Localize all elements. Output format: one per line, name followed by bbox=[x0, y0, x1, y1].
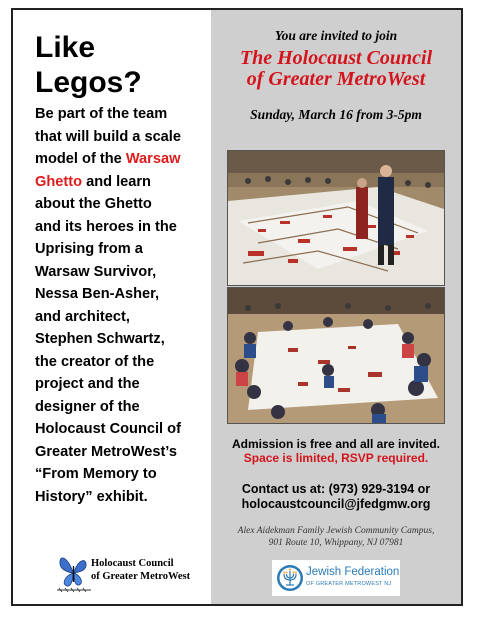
description-text-run: Be part of the team bbox=[35, 106, 168, 122]
event-photo-2 bbox=[227, 287, 445, 424]
description-text-run: and learn bbox=[82, 173, 151, 190]
headline bbox=[35, 30, 142, 100]
description-text-run: “From Memory to bbox=[35, 466, 157, 482]
right-panel bbox=[211, 10, 461, 604]
jewish-federation-logo bbox=[272, 560, 400, 596]
description-line bbox=[35, 396, 213, 419]
organization-title-line-1: The Holocaust Council bbox=[239, 47, 433, 69]
description-text-run: project and the bbox=[35, 376, 140, 392]
description-line bbox=[35, 148, 213, 171]
description-text-run: and architect, bbox=[35, 308, 130, 325]
description-text-run: designer of the bbox=[35, 398, 140, 415]
description-line bbox=[35, 171, 213, 194]
description-line bbox=[35, 486, 213, 509]
rsvp-notice: Space is limited, RSVP required. bbox=[243, 451, 429, 465]
left-panel bbox=[13, 10, 211, 604]
description-line bbox=[35, 306, 213, 329]
highlighted-text: Ghetto bbox=[35, 173, 83, 190]
campus-name: Alex Aidekman Family Jewish Community Campus, bbox=[237, 526, 435, 536]
butterfly-icon bbox=[57, 550, 91, 594]
description-line bbox=[35, 328, 213, 351]
description-line bbox=[35, 103, 213, 126]
federation-name: Jewish Federation bbox=[306, 566, 400, 578]
contact-phone: Contact us at: (973) 929-3194 or bbox=[241, 482, 431, 496]
description-text-run: Nessa Ben-Asher, bbox=[35, 286, 160, 302]
description-line bbox=[35, 418, 213, 441]
admission-info: Admission is free and all are invited. bbox=[231, 437, 441, 451]
headline-line-1: Like bbox=[35, 31, 96, 64]
description-line bbox=[35, 351, 213, 374]
description-text-run: Stephen Schwartz, bbox=[35, 331, 165, 347]
description-text-run: Greater MetroWest’s bbox=[35, 443, 177, 460]
description-text bbox=[35, 103, 213, 508]
description-text-run: Uprising from a bbox=[35, 241, 143, 257]
description-line bbox=[35, 126, 213, 149]
organization-title bbox=[211, 48, 461, 90]
event-photo-1 bbox=[227, 150, 445, 286]
logo-line-2: of Greater MetroWest bbox=[91, 571, 191, 582]
description-text-run: that will build a scale bbox=[35, 128, 181, 145]
menorah-icon bbox=[276, 564, 304, 592]
description-line bbox=[35, 216, 213, 239]
description-line bbox=[35, 373, 213, 396]
contact-email[interactable]: holocaustcouncil@jfedgmw.org bbox=[241, 497, 431, 511]
event-date: Sunday, March 16 from 3-5pm bbox=[250, 107, 422, 122]
description-line bbox=[35, 463, 213, 486]
highlighted-text: Warsaw bbox=[125, 151, 181, 167]
description-line bbox=[35, 238, 213, 261]
description-text-run: Holocaust Council of bbox=[35, 421, 181, 437]
logo-line-1: Holocaust Council bbox=[91, 558, 174, 569]
description-line bbox=[35, 193, 213, 216]
organization-title-line-2: of Greater MetroWest bbox=[246, 68, 426, 90]
campus-address: 901 Route 10, Whippany, NJ 07981 bbox=[268, 538, 404, 548]
description-text-run: History” exhibit. bbox=[35, 488, 148, 505]
description-text-run: about the Ghetto bbox=[35, 196, 152, 212]
flyer bbox=[11, 8, 463, 606]
description-line bbox=[35, 441, 213, 464]
description-line bbox=[35, 261, 213, 284]
headline-line-2: Legos? bbox=[35, 66, 142, 99]
description-text-run: Warsaw Survivor, bbox=[35, 263, 157, 280]
description-text-run: and its heroes in the bbox=[35, 218, 177, 235]
federation-subtitle: OF GREATER METROWEST NJ bbox=[306, 581, 392, 587]
description-line bbox=[35, 283, 213, 306]
holocaust-council-logo bbox=[57, 550, 207, 596]
description-text-run: the creator of the bbox=[35, 353, 155, 370]
description-text-run: model of the bbox=[35, 151, 126, 167]
invite-line: You are invited to join bbox=[274, 28, 398, 43]
